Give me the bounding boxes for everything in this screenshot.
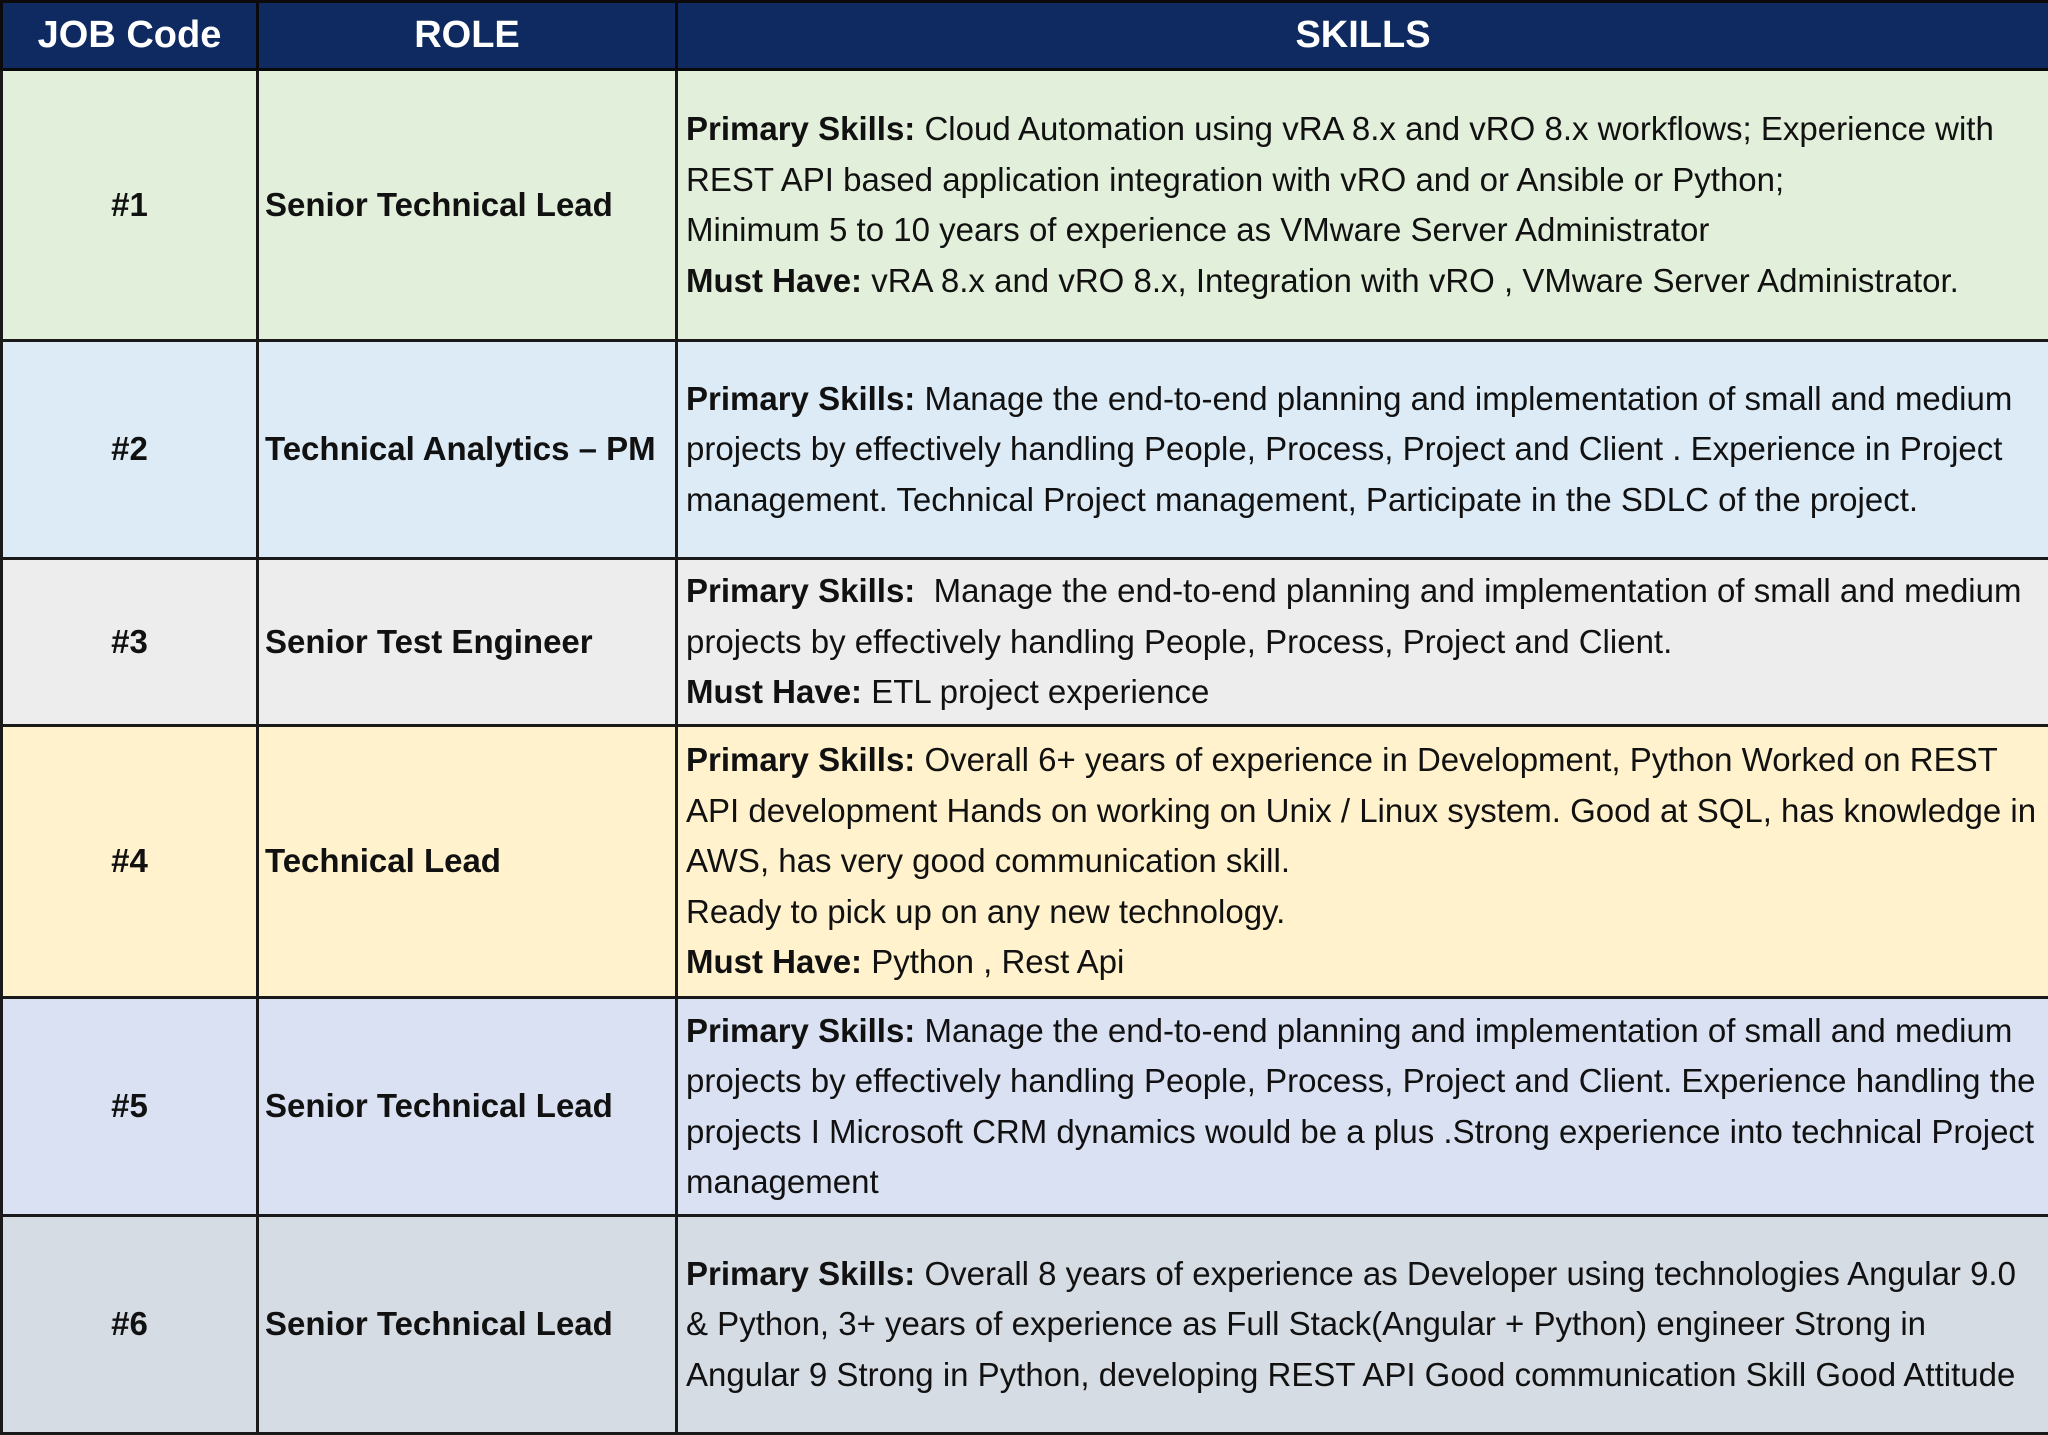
must-have-line (686, 667, 2044, 718)
primary-skills-line (686, 566, 2044, 667)
role-cell: Technical Analytics – PM (258, 341, 677, 559)
primary-skills-label: Primary Skills: (686, 572, 915, 609)
must-have-text: ETL project experience (871, 673, 1209, 710)
must-have-text: vRA 8.x and vRO 8.x, Integration with vRO , VMware Server Administrator. (871, 262, 1959, 299)
must-have-label: Must Have: (686, 262, 862, 299)
table-header-row (2, 2, 2048, 70)
primary-skills-text: Overall 6+ years of experience in Development, Python Worked on REST API development Hands on working on Unix / Linux system. Good at SQL, has knowledge in AWS, has very good communication skill. (686, 741, 2036, 879)
primary-skills-line (686, 1249, 2044, 1401)
primary-skills-text: Minimum 5 to 10 years of experience as VMware Server Administrator (686, 205, 2044, 256)
primary-skills-label: Primary Skills: (686, 380, 915, 417)
primary-skills-text: Overall 8 years of experience as Developer using technologies Angular 9.0 & Python, 3+ years of experience as Full Stack(Angular + Python) engineer Strong in Angular 9 Strong in Python, developing REST API Good communication Skill Good Attitude (686, 1255, 2016, 1393)
extra-note-line: Ready to pick up on any new technology. (686, 887, 2044, 938)
primary-skills-label: Primary Skills: (686, 110, 915, 147)
job-code-cell: #4 (2, 726, 258, 998)
primary-skills-text: Manage the end-to-end planning and implementation of small and medium projects by effectively handling People, Process, Project and Client. (686, 572, 2021, 660)
job-code-cell: #1 (2, 70, 258, 341)
table-row (2, 559, 2048, 726)
role-cell: Senior Test Engineer (258, 559, 677, 726)
primary-skills-text: Manage the end-to-end planning and implementation of small and medium projects by effectively handling People, Process, Project and Client . Experience in Project management. Technical Project management, Participate in the SDLC of the project. (686, 380, 2012, 518)
primary-skills-line (686, 104, 2044, 155)
table-row (2, 1216, 2048, 1434)
header-role: ROLE (258, 2, 677, 70)
role-cell: Senior Technical Lead (258, 70, 677, 341)
must-have-line (686, 937, 2044, 988)
must-have-text: Python , Rest Api (871, 943, 1124, 980)
skills-cell (677, 998, 2048, 1216)
skills-cell (677, 1216, 2048, 1434)
header-job-code: JOB Code (2, 2, 258, 70)
primary-skills-label: Primary Skills: (686, 1012, 915, 1049)
header-skills: SKILLS (677, 2, 2048, 70)
primary-skills-text: REST API based application integration with vRO and or Ansible or Python; (686, 155, 2044, 206)
table-row (2, 341, 2048, 559)
role-cell: Senior Technical Lead (258, 998, 677, 1216)
skills-cell (677, 726, 2048, 998)
primary-skills-text: Manage the end-to-end planning and implementation of small and medium projects by effectively handling People, Process, Project and Client. Experience handling the projects I Microsoft CRM dynamics would be a plus .Strong experience into technical Project management (686, 1012, 2036, 1201)
must-have-label: Must Have: (686, 943, 862, 980)
table-row (2, 70, 2048, 341)
primary-skills-label: Primary Skills: (686, 1255, 915, 1292)
skills-cell (677, 341, 2048, 559)
primary-skills-line (686, 374, 2044, 526)
job-code-cell: #2 (2, 341, 258, 559)
primary-skills-line (686, 735, 2044, 887)
primary-skills-text: Cloud Automation using vRA 8.x and vRO 8.x workflows; Experience with (924, 110, 1993, 147)
skills-cell (677, 70, 2048, 341)
role-cell: Technical Lead (258, 726, 677, 998)
must-have-label: Must Have: (686, 673, 862, 710)
role-cell: Senior Technical Lead (258, 1216, 677, 1434)
job-code-cell: #6 (2, 1216, 258, 1434)
must-have-line (686, 256, 2044, 307)
table-row (2, 726, 2048, 998)
table-row (2, 998, 2048, 1216)
job-code-cell: #3 (2, 559, 258, 726)
primary-skills-line (686, 1006, 2044, 1208)
primary-skills-label: Primary Skills: (686, 741, 915, 778)
skills-cell (677, 559, 2048, 726)
job-code-cell: #5 (2, 998, 258, 1216)
